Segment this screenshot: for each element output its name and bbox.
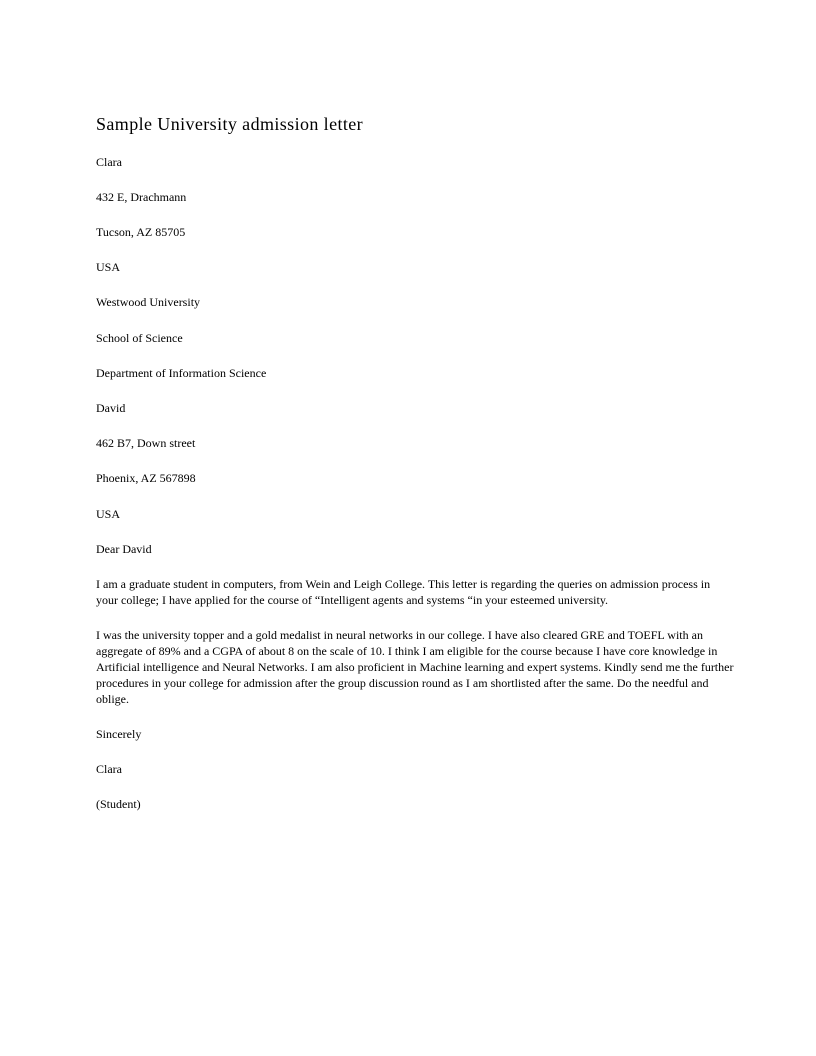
recipient-name: David <box>96 401 126 415</box>
sender-name: Clara <box>96 155 122 169</box>
recipient-organization: Westwood University <box>96 295 201 309</box>
recipient-country: USA <box>96 507 121 521</box>
recipient-street: 462 B7, Down street <box>96 436 196 450</box>
sender-street: 432 E, Drachmann <box>96 190 187 204</box>
paragraph-line: procedures in your college for admission after the group discussion round as I am shortlisted after the same. Do the needful and <box>96 676 709 690</box>
paragraph-line: I was the university topper and a gold medalist in neural networks in our college. I have also cleared GRE and TOEFL with an <box>96 628 703 642</box>
salutation: Dear David <box>96 542 152 556</box>
recipient-department: Department of Information Science <box>96 366 267 380</box>
paragraph-line: Artificial intelligence and Neural Networks. I am also proficient in Machine learning and expert systems. Kindly send me the further <box>96 660 734 674</box>
recipient-school: School of Science <box>96 331 183 345</box>
sender-country: USA <box>96 260 121 274</box>
paragraph-line: oblige. <box>96 692 129 706</box>
signature-name: Clara <box>96 762 122 776</box>
sender-city: Tucson, AZ 85705 <box>96 225 186 239</box>
closing: Sincerely <box>96 727 142 741</box>
page-title: Sample University admission letter <box>96 114 364 134</box>
recipient-city: Phoenix, AZ 567898 <box>96 471 196 485</box>
paragraph-line: I am a graduate student in computers, from Wein and Leigh College. This letter is regarding the queries on admission process in <box>96 577 711 591</box>
body-paragraph-1 <box>96 576 728 608</box>
body-paragraph-2 <box>96 627 734 707</box>
paragraph-line: aggregate of 89% and a CGPA of about 8 on the scale of 10. I think I am eligible for the course because I have core knowledge in <box>96 644 718 658</box>
paragraph-line: your college; I have applied for the course of “Intelligent agents and systems “in your esteemed university. <box>96 593 609 607</box>
signature-role: (Student) <box>96 797 141 811</box>
